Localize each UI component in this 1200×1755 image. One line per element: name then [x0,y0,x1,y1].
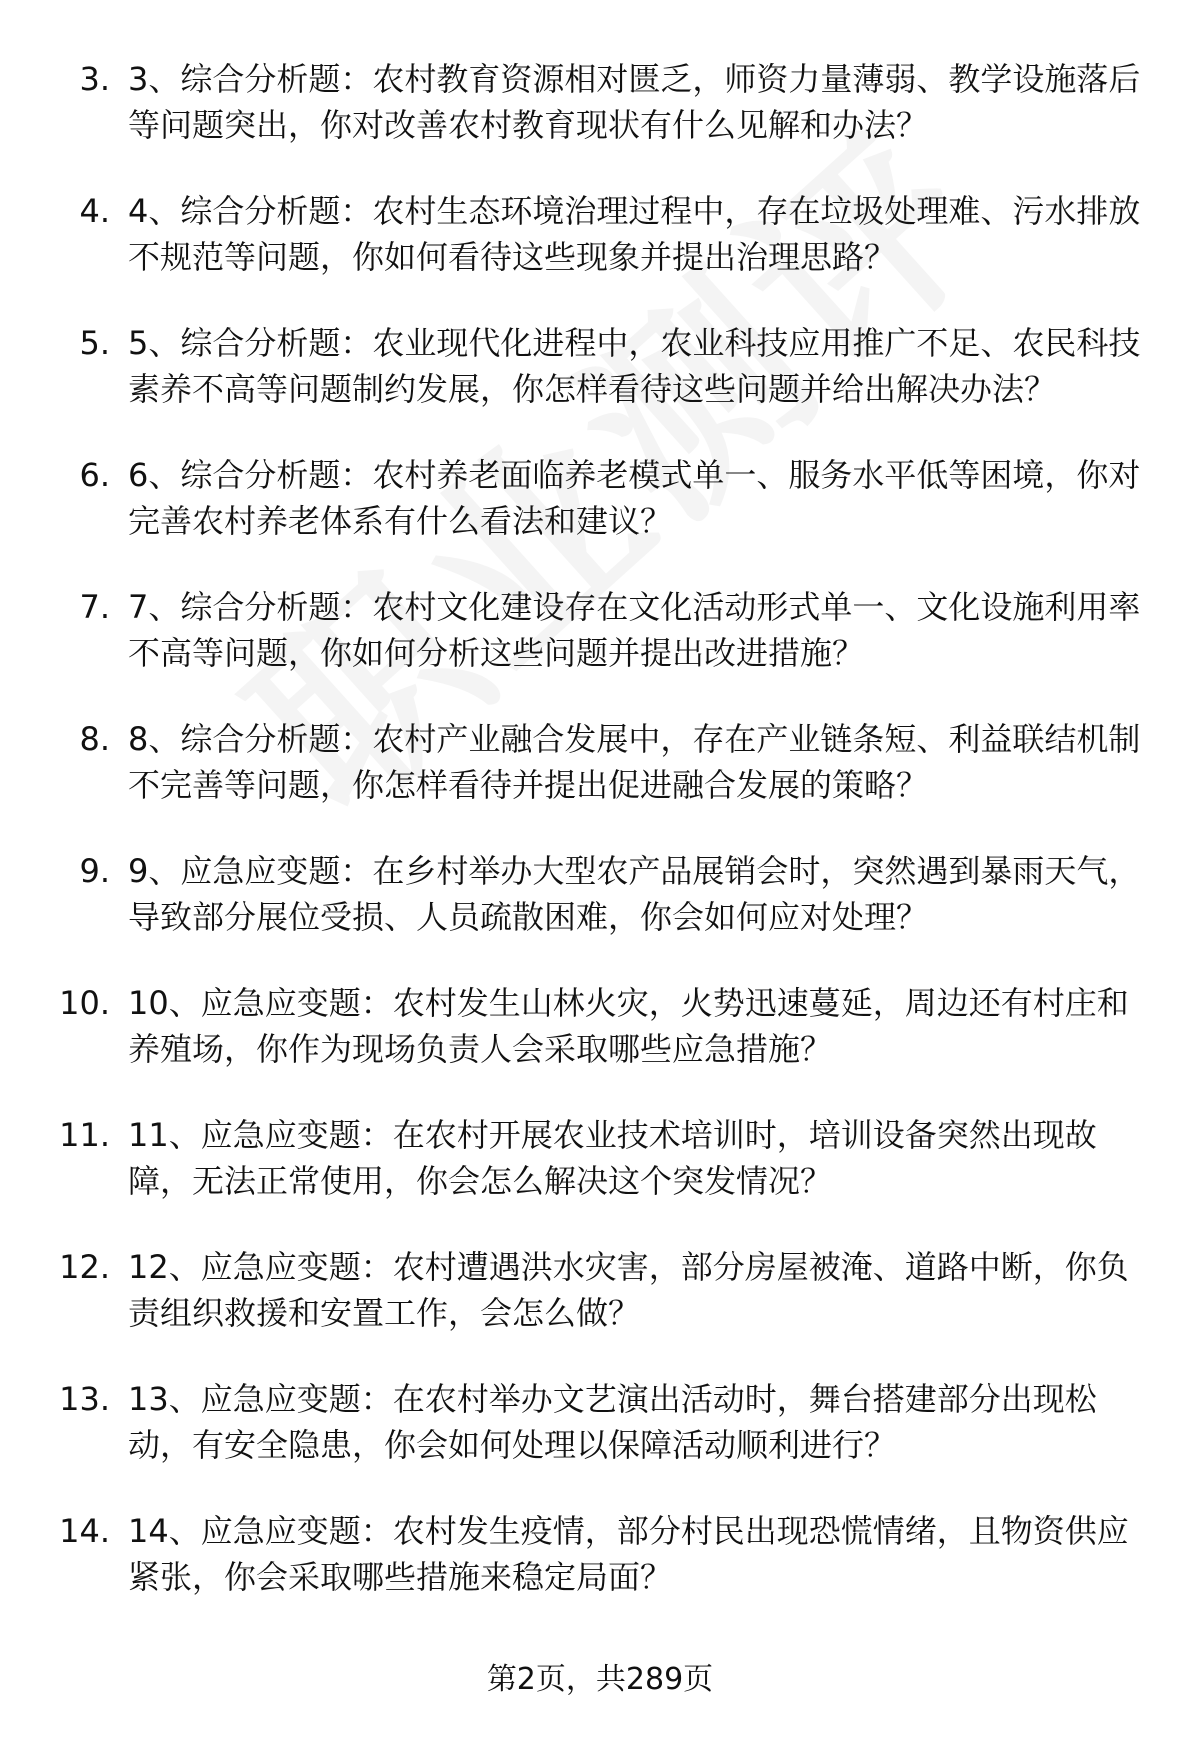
question-item-8 [0,716,1200,808]
question-text: 7、综合分析题：农村文化建设存在文化活动形式单一、文化设施利用率不高等问题，你如何分析这些问题并提出改进措施？ [128,588,1141,672]
question-item-10 [0,980,1200,1072]
question-item-13 [0,1376,1200,1468]
question-text: 6、综合分析题：农村养老面临养老模式单一、服务水平低等困境，你对完善农村养老体系有什么看法和建议？ [128,456,1141,540]
question-item-4 [0,188,1200,280]
question-item-14 [0,1508,1200,1600]
question-number: 9. [79,852,110,890]
question-item-11 [0,1112,1200,1204]
question-item-7 [0,584,1200,676]
question-item-12 [0,1244,1200,1336]
question-number: 7. [79,588,110,626]
question-item-6 [0,452,1200,544]
question-item-9 [0,848,1200,940]
question-text: 13、应急应变题：在农村举办文艺演出活动时，舞台搭建部分出现松动，有安全隐患，你会如何处理以保障活动顺利进行？ [128,1380,1097,1464]
question-text: 4、综合分析题：农村生态环境治理过程中，存在垃圾处理难、污水排放不规范等问题，你如何看待这些现象并提出治理思路？ [128,192,1141,276]
question-number: 5. [79,324,110,362]
question-text: 8、综合分析题：农村产业融合发展中，存在产业链条短、利益联结机制不完善等问题，你怎样看待并提出促进融合发展的策略？ [128,720,1141,804]
question-number: 6. [79,456,110,494]
question-list [0,56,1200,1640]
question-number: 13. [59,1380,110,1418]
question-number: 4. [79,192,110,230]
question-text: 10、应急应变题：农村发生山林火灾，火势迅速蔓延，周边还有村庄和养殖场，你作为现场负责人会采取哪些应急措施？ [128,984,1129,1068]
question-text: 3、综合分析题：农村教育资源相对匮乏，师资力量薄弱、教学设施落后等问题突出，你对改善农村教育现状有什么见解和办法？ [128,60,1141,144]
question-text: 11、应急应变题：在农村开展农业技术培训时，培训设备突然出现故障，无法正常使用，你会怎么解决这个突发情况？ [128,1116,1097,1200]
question-text: 12、应急应变题：农村遭遇洪水灾害，部分房屋被淹、道路中断，你负责组织救援和安置工作，会怎么做？ [128,1248,1129,1332]
question-number: 8. [79,720,110,758]
page-footer: 第2页，共289页 [486,1662,714,1697]
question-text: 9、应急应变题：在乡村举办大型农产品展销会时，突然遇到暴雨天气，导致部分展位受损、人员疏散困难，你会如何应对处理？ [128,852,1141,936]
question-number: 11. [59,1116,110,1154]
question-number: 10. [59,984,110,1022]
question-item-3 [0,56,1200,148]
question-number: 12. [59,1248,110,1286]
question-text: 14、应急应变题：农村发生疫情，部分村民出现恐慌情绪，且物资供应紧张，你会采取哪些措施来稳定局面？ [128,1512,1129,1596]
question-number: 3. [79,60,110,98]
question-text: 5、综合分析题：农业现代化进程中，农业科技应用推广不足、农民科技素养不高等问题制约发展，你怎样看待这些问题并给出解决办法？ [128,324,1141,408]
question-item-5 [0,320,1200,412]
question-number: 14. [59,1512,110,1550]
